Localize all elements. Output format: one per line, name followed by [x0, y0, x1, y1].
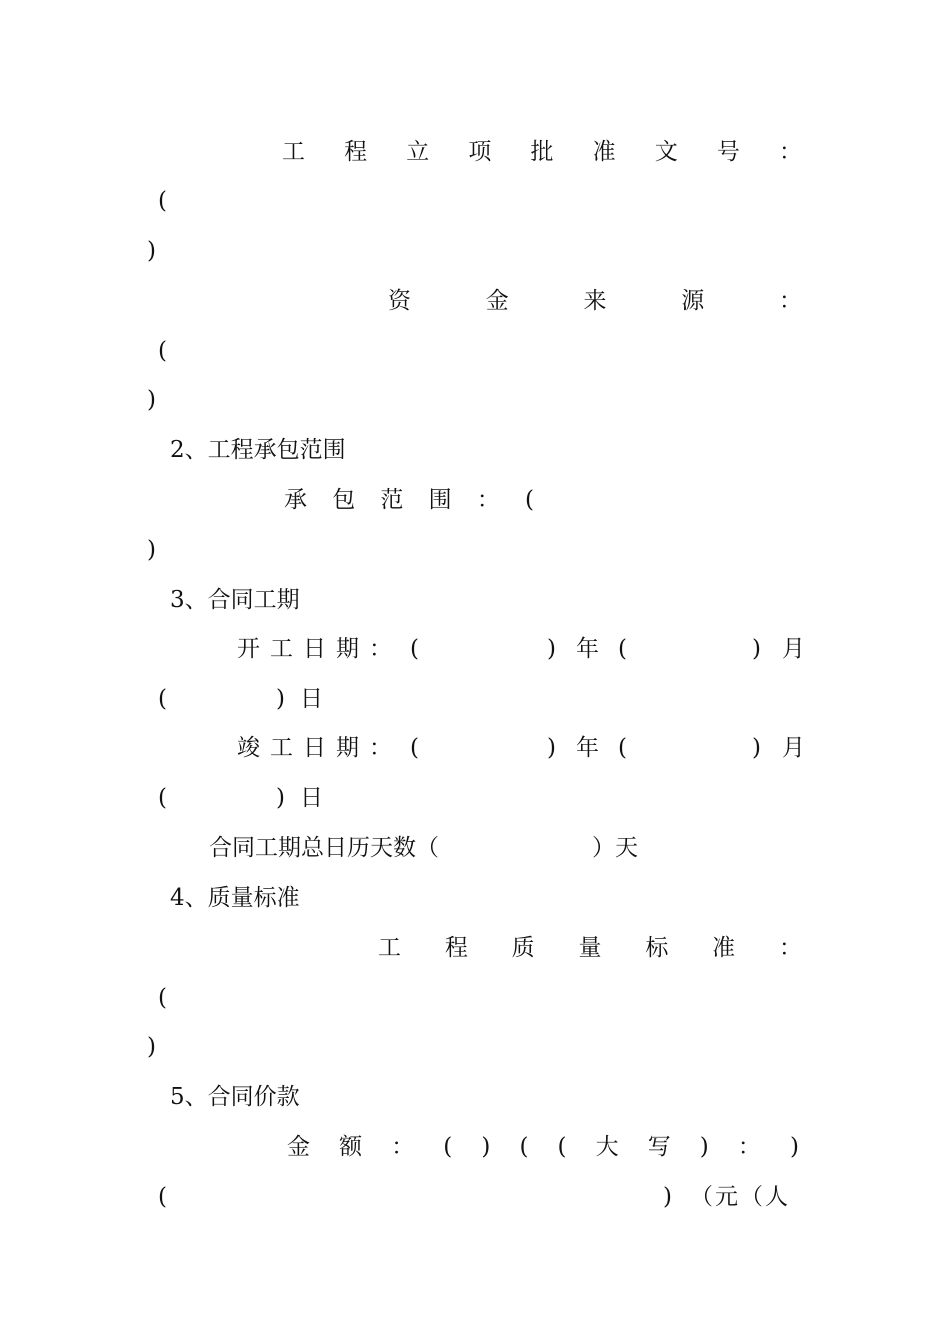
label-char: 工	[270, 735, 293, 761]
amount-label	[287, 1132, 799, 1162]
label-char: )	[547, 735, 556, 761]
funding-source-label	[388, 286, 802, 316]
label-char: 日	[300, 785, 323, 811]
scope-close-paren: )	[147, 537, 156, 563]
label-char: 批	[530, 139, 554, 165]
label-char: (	[618, 636, 627, 662]
label-char: 日	[300, 686, 323, 712]
label-char: 围	[428, 487, 452, 513]
quality-open-paren: (	[158, 985, 167, 1011]
label-char: 竣	[237, 735, 260, 761]
label-char: 年	[576, 636, 599, 662]
label-char: 文	[654, 139, 678, 165]
currency-label: （元（人	[690, 1184, 790, 1210]
label-char: 期	[336, 636, 359, 662]
label-char: 额	[339, 1134, 363, 1160]
label-char: 工	[378, 935, 401, 961]
label-char: 工	[282, 139, 305, 165]
total-days-label: 合同工期总日历天数（	[209, 835, 439, 861]
label-char: )	[752, 735, 761, 761]
start-day-line	[0, 684, 950, 714]
label-char: 日	[303, 735, 326, 761]
section-heading-quality: 4、质量标准	[170, 885, 300, 911]
label-char: (	[158, 1184, 167, 1210]
label-char: ：	[391, 1134, 415, 1160]
label-char: (	[519, 1134, 529, 1160]
label-char: 范	[380, 487, 404, 513]
label-char: 月	[782, 735, 805, 761]
label-char: 日	[303, 636, 326, 662]
label-char: )	[276, 785, 285, 811]
label-char: 程	[344, 139, 368, 165]
label-char: 标	[645, 935, 669, 961]
finish-date-line	[0, 733, 950, 763]
label-char: (	[443, 1134, 453, 1160]
label-char: 月	[782, 636, 805, 662]
label-char: (	[525, 487, 534, 513]
label-char: 期	[336, 735, 359, 761]
label-char: ：	[476, 487, 500, 513]
label-char: 质	[511, 935, 535, 961]
label-char: )	[789, 1134, 799, 1160]
label-char: )	[699, 1134, 709, 1160]
amount-line-2	[0, 1182, 950, 1212]
label-char: 程	[444, 935, 468, 961]
label-char: 来	[583, 288, 607, 314]
total-days-unit: ）天	[592, 835, 638, 861]
label-char: )	[547, 636, 556, 662]
label-char: 金	[485, 288, 509, 314]
section-heading-scope: 2、工程承包范围	[170, 437, 346, 463]
section-heading-price: 5、合同价款	[170, 1084, 300, 1110]
label-char: ：	[737, 1134, 761, 1160]
scope-label	[284, 485, 534, 515]
label-char: (	[618, 735, 627, 761]
funding-open-paren: (	[158, 338, 167, 364]
label-char: ：	[369, 636, 392, 662]
approval-number-label	[282, 137, 802, 167]
label-char: 年	[576, 735, 599, 761]
section-heading-duration: 3、合同工期	[170, 587, 300, 613]
label-char: 大	[595, 1134, 619, 1160]
label-char: 包	[332, 487, 356, 513]
label-char: (	[557, 1134, 567, 1160]
label-char: )	[752, 636, 761, 662]
label-char: (	[158, 785, 167, 811]
label-char: (	[158, 686, 167, 712]
label-char: 量	[578, 935, 602, 961]
label-char: 金	[287, 1134, 310, 1160]
quality-close-paren: )	[147, 1034, 156, 1060]
label-char: 源	[681, 288, 705, 314]
label-char: 工	[270, 636, 293, 662]
label-char: 号	[716, 139, 740, 165]
label-char: 资	[388, 288, 411, 314]
start-date-line	[0, 634, 950, 664]
finish-day-line	[0, 783, 950, 813]
label-char: (	[410, 636, 419, 662]
label-char: ：	[778, 935, 802, 961]
label-char: 立	[406, 139, 430, 165]
label-char: 准	[712, 935, 736, 961]
label-char: 项	[468, 139, 492, 165]
label-char: ：	[779, 288, 802, 314]
label-char: (	[410, 735, 419, 761]
approval-close-paren: )	[147, 238, 156, 264]
label-char: 开	[237, 636, 260, 662]
label-char: )	[481, 1134, 491, 1160]
label-char: ：	[369, 735, 392, 761]
funding-close-paren: )	[147, 387, 156, 413]
label-char: 承	[284, 487, 307, 513]
label-char: )	[276, 686, 285, 712]
label-char: )	[663, 1184, 672, 1210]
label-char: 写	[647, 1134, 671, 1160]
approval-open-paren: (	[158, 188, 167, 214]
quality-standard-label	[378, 933, 802, 963]
total-days-line	[0, 833, 950, 863]
label-char: ：	[779, 139, 802, 165]
label-char: 准	[592, 139, 616, 165]
